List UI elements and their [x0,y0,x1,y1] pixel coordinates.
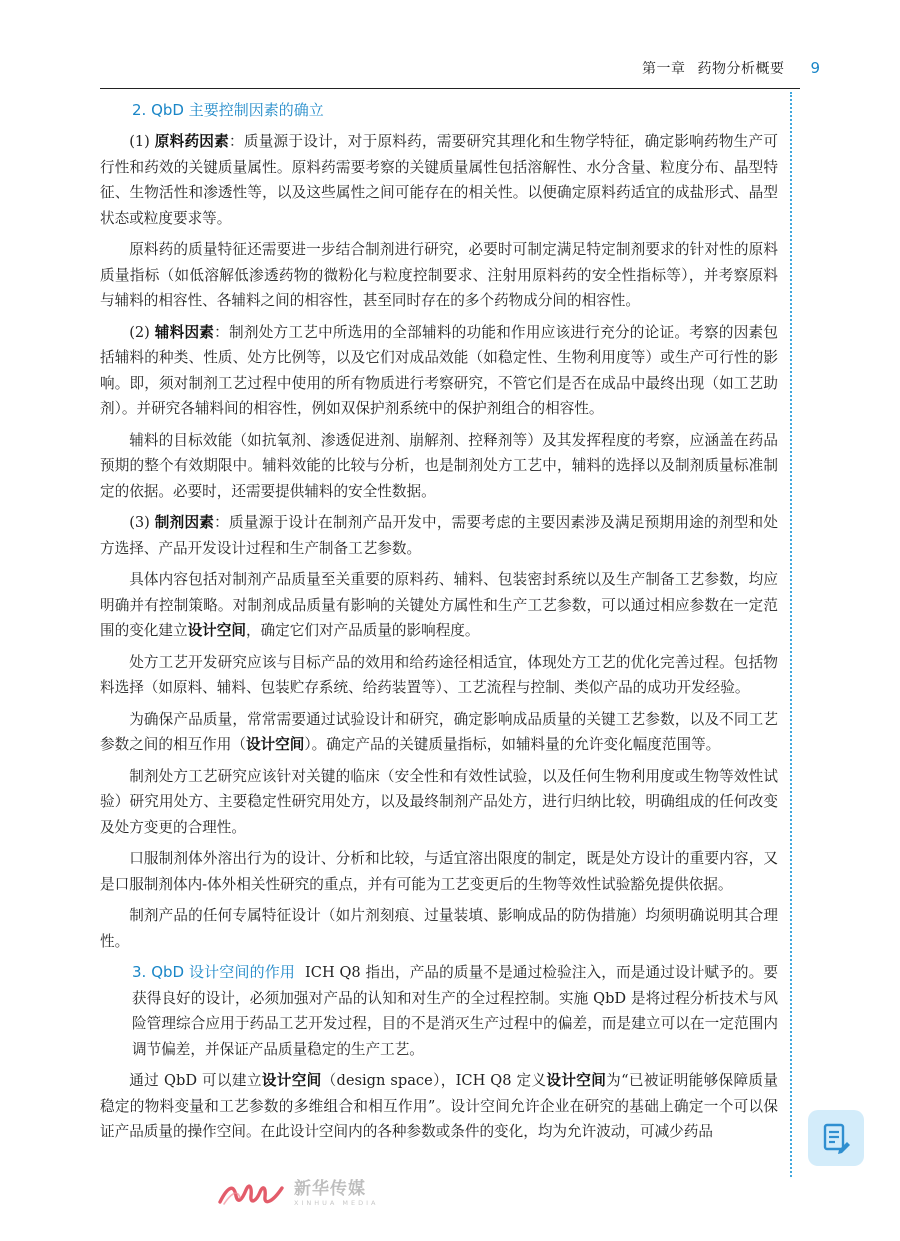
page-number: 9 [810,59,820,77]
paragraph [100,567,778,644]
paragraph [100,960,778,1062]
paragraph: 制剂处方工艺研究应该针对关键的临床（安全性和有效性试验，以及任何生物利用度或生物等效性试验）研究用处方、主要稳定性研究用处方，以及最终制剂产品处方，进行归纳比较，明确组成的任何改变及处方变更的合理性。 [100,767,778,836]
paragraph: 制剂产品的任何专属特征设计（如片剂刻痕、过量装填、影响成品的防伪措施）均须明确说明其合理性。 [100,907,778,950]
paragraph-text: （design space），ICH Q8 定义 [321,1072,547,1089]
brush-stroke-logo [218,1178,286,1208]
paragraph [100,1068,778,1145]
body-text [100,97,778,1151]
paragraph-text: ：质量源于设计在制剂产品开发中，需要考虑的主要因素涉及满足预期用途的剂型和处方选择、产品开发设计过程和生产制备工艺参数。 [100,514,778,557]
paragraph-text: ：质量源于设计，对于原料药，需要研究其理化和生物学特征，确定影响药物生产可行性和药效的关键质量属性。原料药需要考察的关键质量属性包括溶解性、水分含量、粒度分布、晶型特征、生物活性和渗透性等，以及这些属性之间可能存在的相关性。以便确定原料药适宜的成盐形式、晶型状态或粒度要求等。 [100,133,778,227]
paragraph [100,129,778,231]
paragraph: 辅料的目标效能（如抗氧剂、渗透促进剂、崩解剂、控释剂等）及其发挥程度的考察，应涵盖在药品预期的整个有效期限中。辅料效能的比较与分析，也是制剂处方工艺中，辅料的选择以及制剂质量标准制定的依据。必要时，还需要提供辅料的安全性数据。 [100,431,778,500]
paragraph-text: 为确保产品质量，常常需要通过试验设计和研究，确定影响成品质量的关键工艺参数，以及不同工艺参数之间的相互作用（ [100,710,778,753]
keyword: 设计空间 [261,1072,322,1089]
header-rule [100,88,800,89]
keyword: 原料药因素 [154,133,229,150]
chapter-title: 药物分析概要 [697,61,785,77]
chapter-number: 第一章 [641,61,686,77]
paragraph-text: 具体内容包括对制剂产品质量至关重要的原料药、辅料、包装密封系统以及生产制备工艺参数，均应明确并有控制策略。对制剂成品质量有影响的关键处方属性和生产工艺参数，可以通过相应参数在一定范围的变化建立 [100,571,778,639]
keyword: 设计空间 [187,622,246,639]
logo-text [294,1179,378,1208]
publisher-logo [218,1176,418,1210]
margin-dotted-line [790,92,792,1177]
paragraph: 原料药的质量特征还需要进一步结合制剂进行研究，必要时可制定满足特定制剂要求的针对性的原料质量指标（如低溶解低渗透药物的微粉化与粒度控制要求、注射用原料药的安全性指标等），并考察原料与辅料的相容性、各辅料之间的相容性，甚至同时存在的多个药物成分间的相容性。 [100,241,778,309]
paragraph [100,707,778,758]
paragraph: 口服制剂体外溶出行为的设计、分析和比较，与适宜溶出限度的制定，既是处方设计的重要内容，又是口服制剂体内-体外相关性研究的重点，并有可能为工艺变更后的生物等效性试验豁免提供依据。 [100,850,778,893]
note-button[interactable] [808,1110,864,1166]
logo-english-name: XINHUA MEDIA [294,1198,379,1207]
item-number: (3) [129,514,150,531]
chapter-label [642,58,785,78]
paragraph: 处方工艺开发研究应该与目标产品的效用和给药途径相适宜，体现处方工艺的优化完善过程。包括物料选择（如原料、辅料、包装贮存系统、给药装置等）、工艺流程与控制、类似产品的成功开发经验。 [100,653,778,696]
item-number: (2) [129,323,150,341]
paragraph-text: 通过 QbD 可以建立 [129,1072,262,1089]
paragraph-text: ：制剂处方工艺中所选用的全部辅料的功能和作用应该进行充分的论证。考察的因素包括辅料的种类、性质、处方比例等，以及它们对成品效能（如稳定性、生物利用度等）或生产可行性的影响。即，须对制剂工艺过程中使用的所有物质进行考察研究，不管它们是否在成品中最终出现（如工艺助剂）。并研究各辅料间的相容性，例如双保护剂系统中的保护剂组合的相容性。 [100,323,778,417]
keyword: 辅料因素 [154,323,215,341]
paragraph-text: 为“已被证明能够保障质量稳定的物料变量和工艺参数的多维组合和相互作用”。设计空间允许企业在研究的基础上确定一个可以保证产品质量的操作空间。在此设计空间内的各种参数或条件的变化，均为允许波动，可减少药品 [100,1072,778,1140]
section-heading-2: 2. QbD 主要控制因素的确立 [132,101,324,119]
running-header [100,50,820,86]
paragraph [100,320,778,422]
item-number: (1) [129,133,150,150]
paragraph-text: ，确定它们对产品质量的影响程度。 [245,622,480,639]
keyword: 制剂因素 [154,514,215,531]
paragraph-text: ）。确定产品的关键质量指标，如辅料量的允许变化幅度范围等。 [304,736,721,753]
keyword: 设计空间 [245,736,305,753]
logo-chinese-name: 新华传媒 [294,1178,366,1199]
keyword: 设计空间 [546,1072,607,1089]
section-heading-3: 3. QbD 设计空间的作用 [132,963,296,981]
paragraph [100,510,778,561]
paragraph-text: ICH Q8 指出，产品的质量不是通过检验注入，而是通过设计赋予的。要获得良好的设计，必须加强对产品的认知和对生产的全过程控制。实施 QbD 是将过程分析技术与风险管理综合应用于药品工艺开发过程，目的不是消灭生产过程中的偏差，而是建立可以在一定范围内调节偏差，并保证产品质量稳定的生产工艺。 [132,964,778,1058]
note-edit-icon [819,1121,853,1155]
